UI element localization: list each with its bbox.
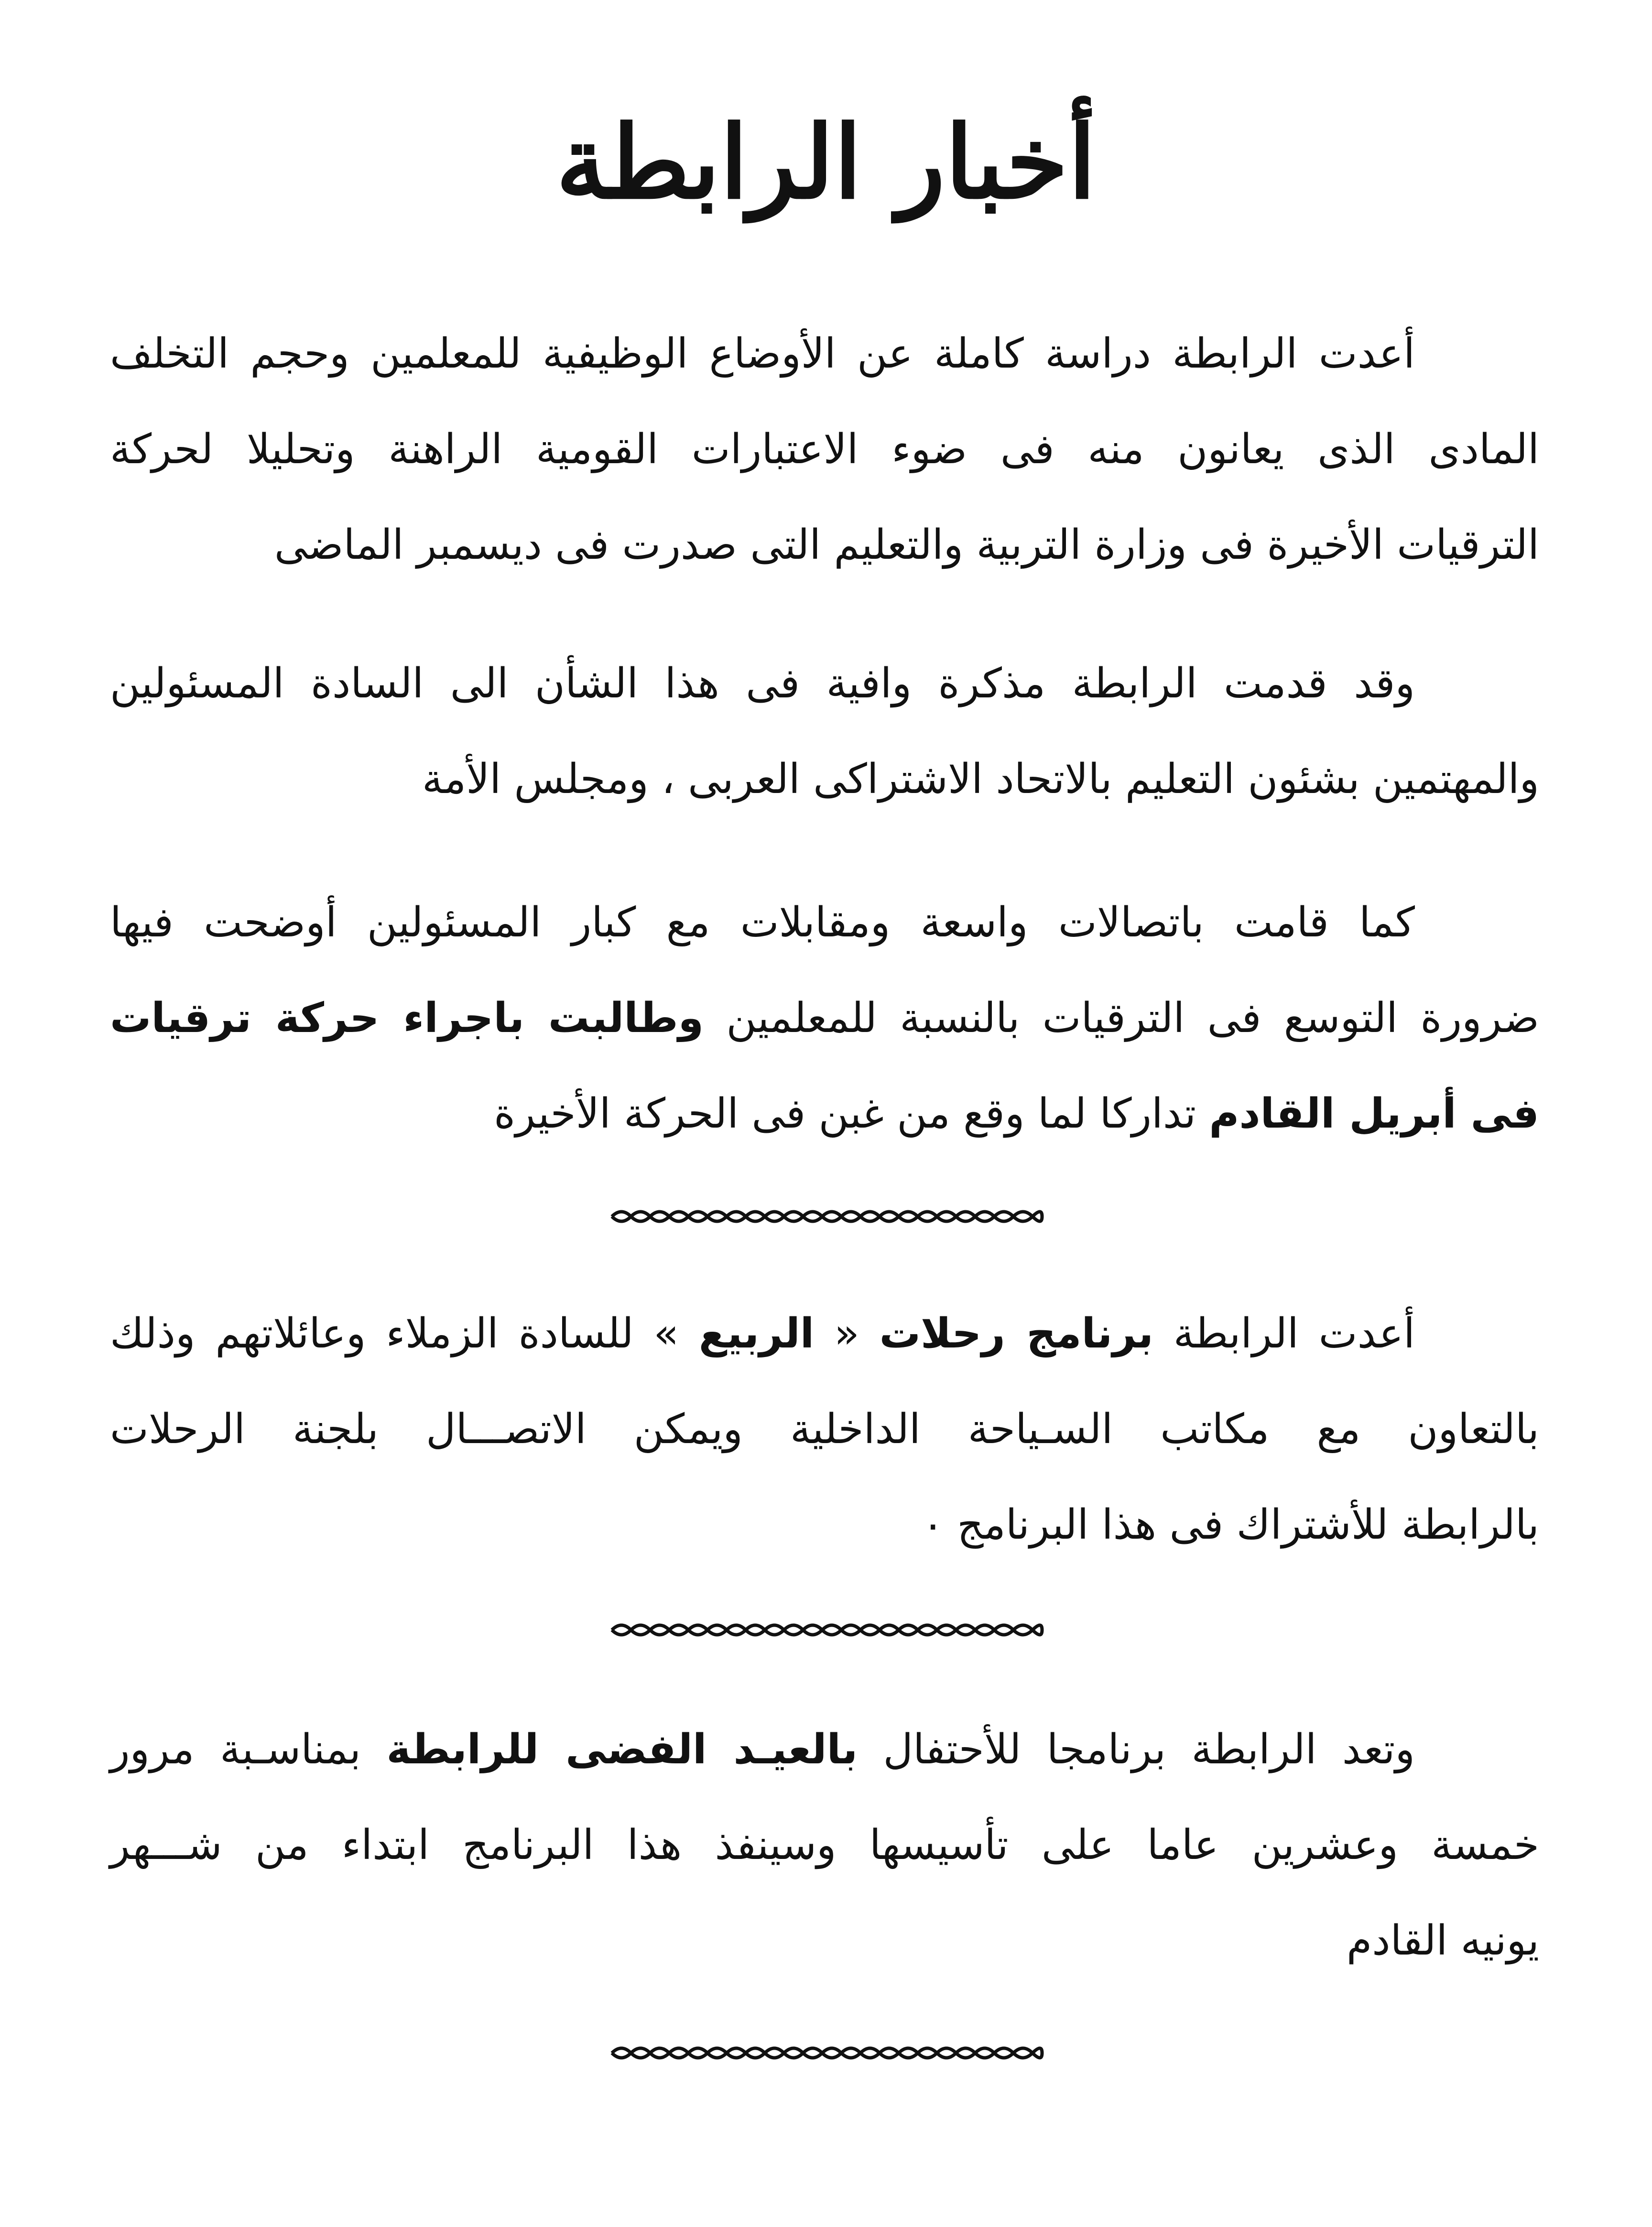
text-line: وقد قدمت الرابطة مذكرة وافية فى هذا الشأن الى السادة المسئولين [110, 660, 1415, 707]
text-run: ضرورة التوسع فى الترقيات بالنسبة للمعلمين [704, 994, 1539, 1042]
text-run: بمناسـبة مرور [110, 1726, 387, 1773]
paragraph-memorandum [110, 636, 1539, 827]
ornament-divider [607, 2041, 1047, 2065]
text-line: الترقيات الأخيرة فى وزارة التربية والتعليم التى صدرت فى ديسمبر الماضى [274, 521, 1539, 569]
text-line: خمسة وعشرين عاما على تأسيسها وسينفذ هذا البرنامج ابتداء من شـــهر [110, 1821, 1539, 1869]
page-title: أخبار الرابطة [556, 103, 1096, 221]
text-line: كما قامت باتصالات واسعة ومقابلات مع كبار المسئولين أوضحت فيها [110, 899, 1415, 946]
paragraph-spring-trips [110, 1286, 1539, 1573]
text-run: » للسادة الزملاء وعائلاتهم وذلك [110, 1310, 699, 1358]
text-line: المادى الذى يعانون منه فى ضوء الاعتبارات القومية الراهنة وتحليلا لحركة [110, 425, 1539, 473]
paragraph-promotions-request [110, 875, 1539, 1162]
text-run-bold: فى أبريل القادم [1209, 1090, 1539, 1138]
text-line [110, 1066, 1539, 1162]
text-run: أعدت الرابطة [1153, 1310, 1415, 1358]
text-line: بالرابطة للأشتراك فى هذا البرنامج ٠ [922, 1501, 1539, 1549]
text-run: « [814, 1310, 880, 1358]
text-line: والمهتمين بشئون التعليم بالاتحاد الاشتراكى العربى ، ومجلس الأمة [422, 755, 1539, 803]
text-run-bold: بالعيـد الفضى للرابطة [386, 1726, 858, 1773]
text-line: بالتعاون مع مكاتب السـياحة الداخلية ويمكن الاتصـــال بلجنة الرحلات [110, 1405, 1539, 1453]
paragraph-silver-jubilee [110, 1702, 1539, 1988]
text-run: وتعد الرابطة برنامجا للأحتفال [858, 1726, 1415, 1773]
text-run: تداركا لما وقع من غبن فى الحركة الأخيرة [494, 1090, 1209, 1138]
text-run-bold: الربيع [698, 1310, 815, 1358]
text-line [110, 970, 1539, 1066]
ornament-divider [607, 1205, 1047, 1228]
text-line: يونيه القادم [1346, 1917, 1539, 1965]
text-line [110, 1702, 1539, 1797]
paragraph-salaries-study [110, 306, 1539, 593]
text-run-bold: برنامج رحلات [879, 1310, 1153, 1358]
text-line: أعدت الرابطة دراسة كاملة عن الأوضاع الوظيفية للمعلمين وحجم التخلف [110, 330, 1415, 378]
text-line [110, 1286, 1539, 1381]
text-run-bold: وطالبت باجراء حركة ترقيات [110, 994, 704, 1042]
ornament-divider [607, 1618, 1047, 1642]
